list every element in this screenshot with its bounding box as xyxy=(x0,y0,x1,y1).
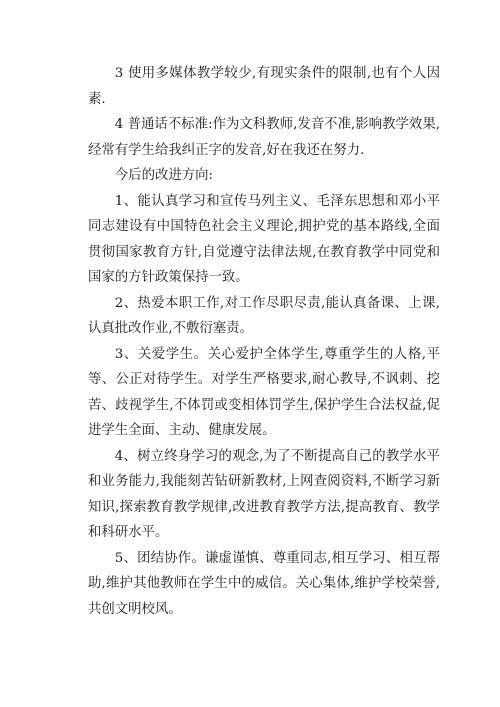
paragraph-mandarin: 4 普通话不标准:作为文科教师,发音不准,影响教学效果,经常有学生给我纠正字的发音,好在我还在努力. xyxy=(88,117,440,158)
paragraph-item-5: 5、团结协作。谦虚谨慎、尊重同志,相互学习、相互帮助,维护其他教师在学生中的威信。关心集体,维护学校荣誉,共创文明校风。 xyxy=(88,550,440,617)
paragraph-item-2: 2、热爱本职工作,对工作尽职尽责,能认真备课、上课,认真批改作业,不敷衍塞责。 xyxy=(88,295,440,336)
paragraph-improvement-heading: 今后的改进方向: xyxy=(114,168,214,183)
paragraph-multimedia: 3 使用多媒体教学较少,有现实条件的限制,也有个人因素. xyxy=(88,66,440,107)
paragraph-item-1: 1、能认真学习和宣传马列主义、毛泽东思想和邓小平同志建设有中国特色社会主义理论,拥护党的基本路线,全面贯彻国家教育方针,自觉遵守法律法规,在教育教学中同党和国家的方针政策保持一致。 xyxy=(88,193,440,285)
paragraph-item-4: 4、树立终身学习的观念,为了不断提高自己的教学水平和业务能力,我能刻苦钻研新教材,上网查阅资料,不断学习新知识,探索教育教学规律,改进教育教学方法,提高教育、教学和科研水平。 xyxy=(88,448,440,540)
paragraph-item-3: 3、关爱学生。关心爱护全体学生,尊重学生的人格,平等、公正对待学生。对学生严格要求,耐心教导,不讽刺、挖苦、歧视学生,不体罚或变相体罚学生,保护学生合法权益,促进学生全面、主动、健康发展。 xyxy=(88,346,440,438)
document-body xyxy=(88,61,440,622)
